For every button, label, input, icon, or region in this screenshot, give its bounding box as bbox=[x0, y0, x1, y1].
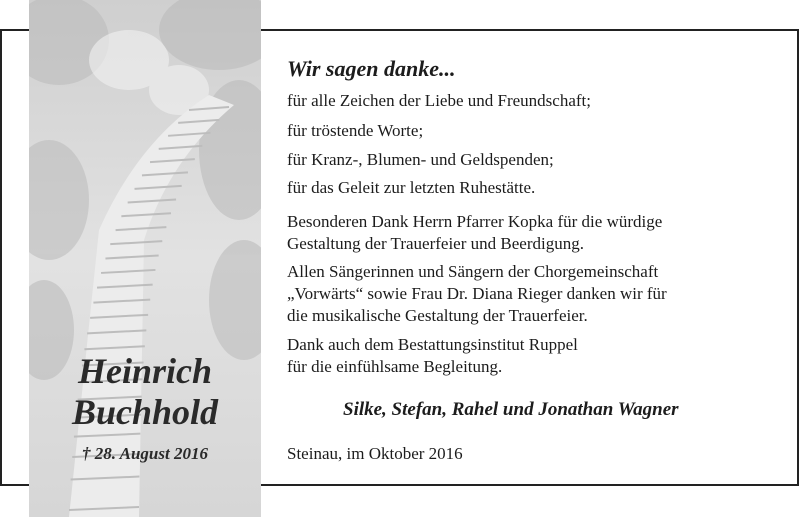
paragraph-pastor-line: Gestaltung der Trauerfeier und Beerdigung. bbox=[287, 234, 584, 253]
paragraph-choir-line: die musikalische Gestaltung der Trauerfeier. bbox=[287, 306, 588, 325]
paragraph-choir-line: „Vorwärts“ sowie Frau Dr. Diana Rieger danken wir für bbox=[287, 284, 667, 303]
death-date: † 28. August 2016 bbox=[82, 444, 208, 463]
paragraph-funeral-home-line: Dank auch dem Bestattungsinstitut Ruppel bbox=[287, 335, 578, 354]
headline: Wir sagen danke... bbox=[287, 56, 456, 81]
paragraph-pastor-line: Besonderen Dank Herrn Pfarrer Kopka für die würdige bbox=[287, 212, 663, 231]
deceased-first-name: Heinrich bbox=[77, 351, 212, 391]
thanks-line: für das Geleit zur letzten Ruhestätte. bbox=[287, 178, 536, 197]
deceased-last-name: Buchhold bbox=[71, 392, 219, 432]
thanks-line: für Kranz-, Blumen- und Geldspenden; bbox=[287, 150, 554, 169]
stairway-photo-panel bbox=[29, 0, 261, 517]
thanks-line: für alle Zeichen der Liebe und Freundschaft; bbox=[287, 91, 591, 110]
paragraph-choir-line: Allen Sängerinnen und Sängern der Chorgemeinschaft bbox=[287, 262, 659, 281]
family-signature: Silke, Stefan, Rahel und Jonathan Wagner bbox=[343, 399, 679, 420]
place-and-date: Steinau, im Oktober 2016 bbox=[287, 444, 463, 463]
paragraph-funeral-home-line: für die einfühlsame Begleitung. bbox=[287, 357, 503, 376]
thanks-line: für tröstende Worte; bbox=[287, 121, 424, 140]
stairway-photo bbox=[29, 0, 261, 517]
